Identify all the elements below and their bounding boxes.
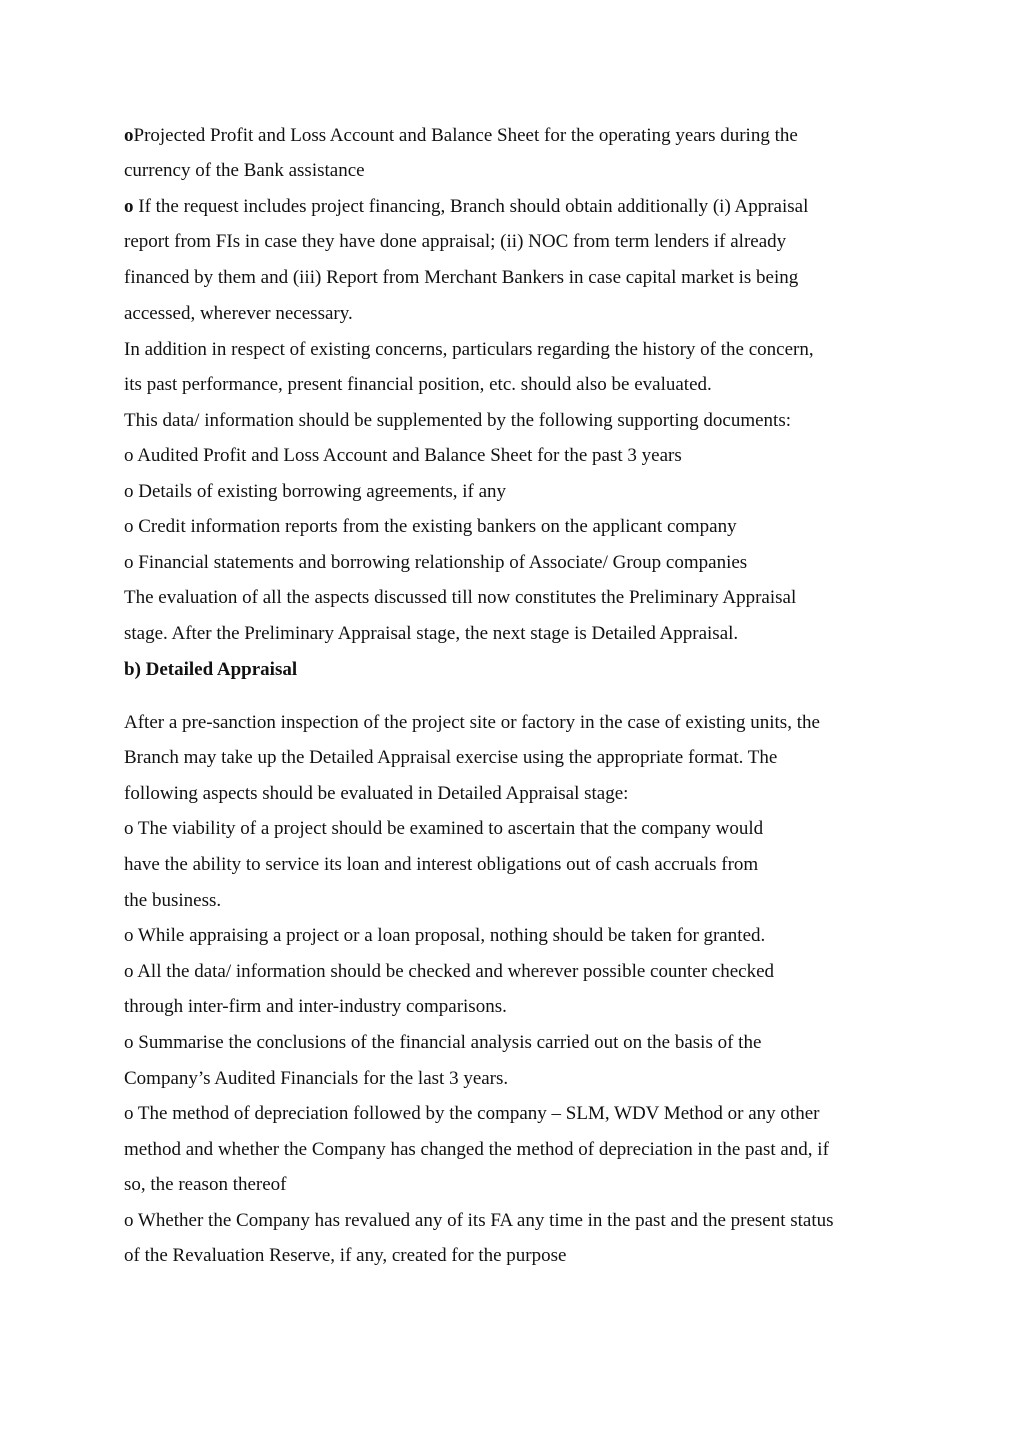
section-heading: b) Detailed Appraisal	[124, 659, 298, 680]
text-line: so, the reason thereof	[124, 1174, 287, 1195]
bullet-marker: o	[124, 125, 134, 146]
text-line: its past performance, present financial position, etc. should also be evaluated.	[124, 374, 712, 395]
text-line: currency of the Bank assistance	[124, 160, 365, 181]
list-item: o Credit information reports from the existing bankers on the applicant company	[124, 516, 737, 537]
line-text: If the request includes project financing, Branch should obtain additionally (i) Appraisal	[133, 196, 809, 217]
text-line: report from FIs in case they have done appraisal; (ii) NOC from term lenders if already	[124, 231, 787, 252]
text-line	[124, 124, 798, 148]
list-item: o Whether the Company has revalued any of its FA any time in the past and the present status	[124, 1210, 834, 1231]
text-line: through inter-firm and inter-industry comparisons.	[124, 996, 507, 1017]
text-line: the business.	[124, 890, 222, 911]
line-text: Projected Profit and Loss Account and Balance Sheet for the operating years during the	[133, 125, 798, 146]
text-line: This data/ information should be supplemented by the following supporting documents:	[124, 410, 792, 431]
bullet-marker: o	[124, 196, 134, 217]
list-item: o Details of existing borrowing agreements, if any	[124, 481, 507, 502]
list-item: o The viability of a project should be examined to ascertain that the company would	[124, 818, 764, 839]
text-line: In addition in respect of existing concerns, particulars regarding the history of the concern,	[124, 339, 814, 360]
text-line: financed by them and (iii) Report from Merchant Bankers in case capital market is being	[124, 267, 799, 288]
text-line: The evaluation of all the aspects discussed till now constitutes the Preliminary Appraisal	[124, 587, 797, 608]
list-item: o While appraising a project or a loan proposal, nothing should be taken for granted.	[124, 925, 766, 946]
text-line: stage. After the Preliminary Appraisal stage, the next stage is Detailed Appraisal.	[124, 623, 739, 644]
text-line	[124, 195, 808, 219]
list-item: o Audited Profit and Loss Account and Balance Sheet for the past 3 years	[124, 445, 682, 466]
list-item: o Financial statements and borrowing relationship of Associate/ Group companies	[124, 552, 748, 573]
text-line: method and whether the Company has changed the method of depreciation in the past and, if	[124, 1139, 829, 1160]
list-item: o The method of depreciation followed by the company – SLM, WDV Method or any other	[124, 1103, 820, 1124]
list-item: o Summarise the conclusions of the financial analysis carried out on the basis of the	[124, 1032, 762, 1053]
list-item: o All the data/ information should be checked and wherever possible counter checked	[124, 961, 774, 982]
text-line: following aspects should be evaluated in Detailed Appraisal stage:	[124, 783, 629, 804]
text-line: Company’s Audited Financials for the last 3 years.	[124, 1068, 509, 1089]
text-line: have the ability to service its loan and interest obligations out of cash accruals from	[124, 854, 759, 875]
text-line: After a pre-sanction inspection of the project site or factory in the case of existing units, the	[124, 712, 820, 733]
text-line: of the Revaluation Reserve, if any, created for the purpose	[124, 1245, 567, 1266]
text-line: Branch may take up the Detailed Appraisal exercise using the appropriate format. The	[124, 747, 778, 768]
text-line: accessed, wherever necessary.	[124, 303, 353, 324]
